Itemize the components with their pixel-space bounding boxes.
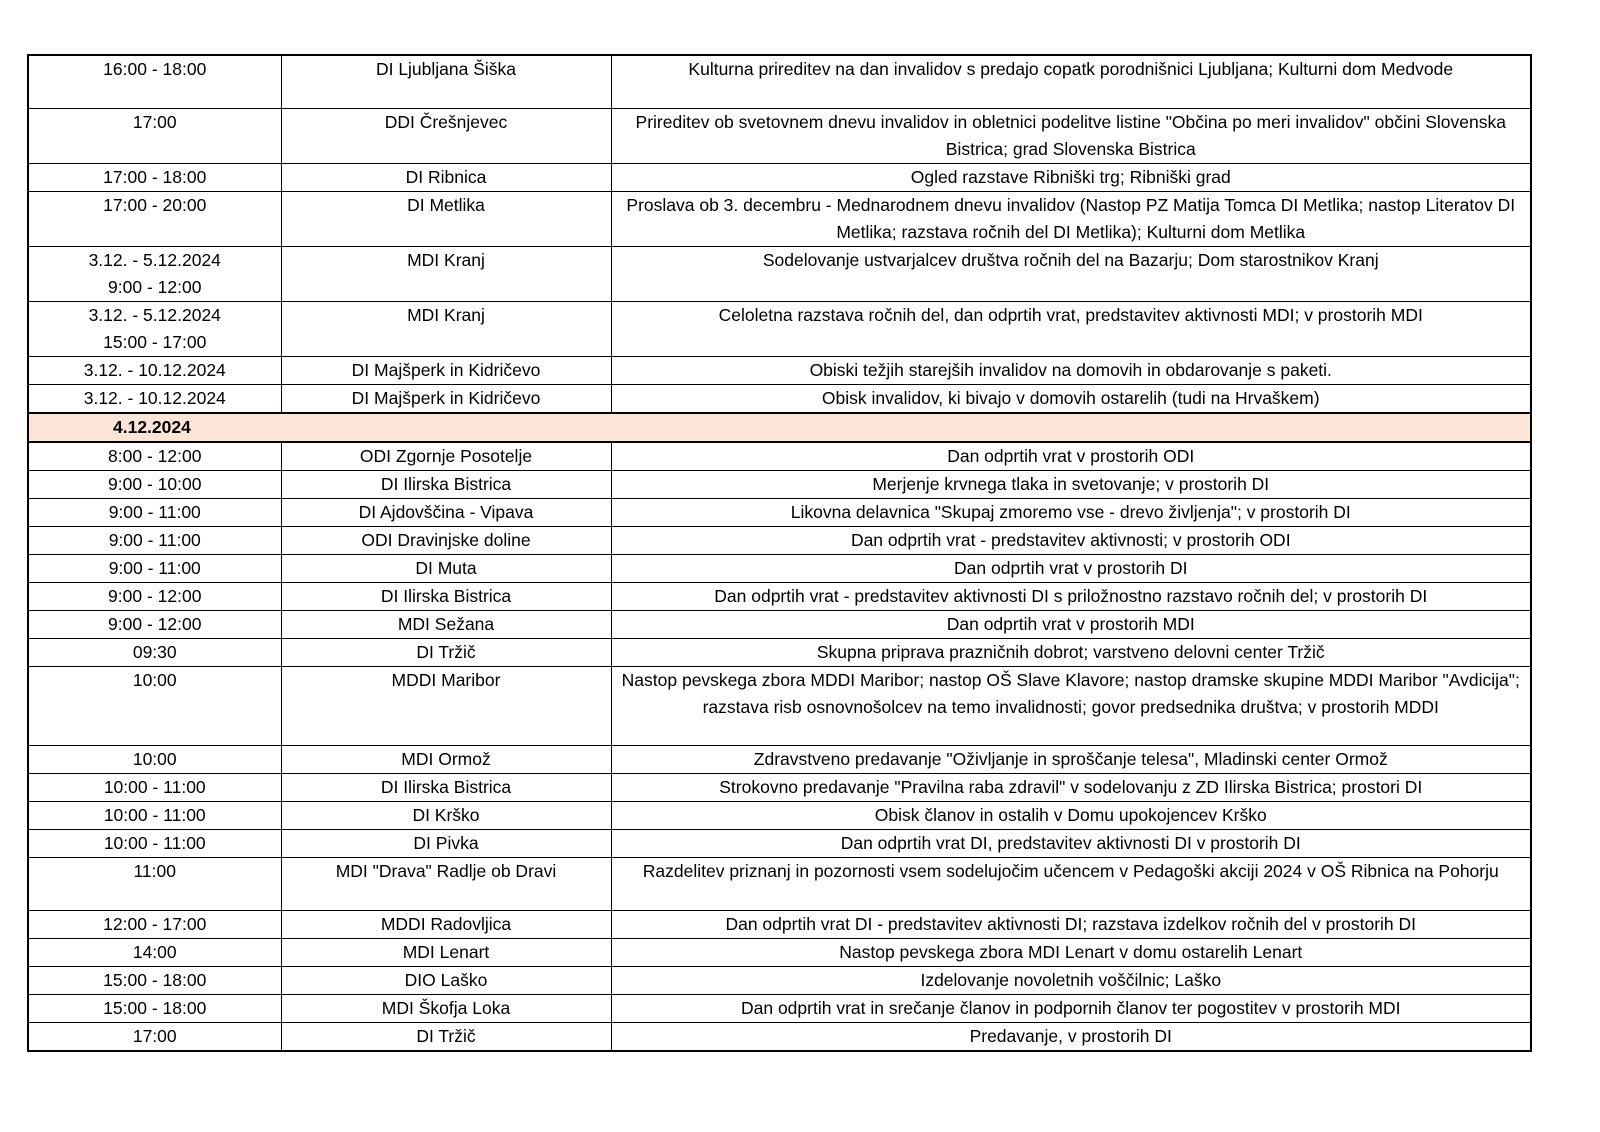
table-row: [28, 1023, 1531, 1052]
table-row: [28, 357, 1531, 385]
organization-cell: DIO Laško: [281, 967, 611, 995]
event-cell: Dan odprtih vrat v prostorih ODI: [611, 442, 1531, 471]
time-cell: 17:00: [28, 109, 281, 164]
time-cell: 9:00 - 12:00: [28, 611, 281, 639]
time-cell: 3.12. - 5.12.2024 15:00 - 17:00: [28, 302, 281, 357]
time-cell: 17:00 - 20:00: [28, 192, 281, 247]
event-cell: Likovna delavnica "Skupaj zmoremo vse - drevo življenja"; v prostorih DI: [611, 499, 1531, 527]
organization-cell: DDI Črešnjevec: [281, 109, 611, 164]
date-header-row: [28, 413, 1531, 442]
table-row: [28, 192, 1531, 247]
table-row: [28, 995, 1531, 1023]
organization-cell: DI Ilirska Bistrica: [281, 774, 611, 802]
event-cell: Skupna priprava prazničnih dobrot; varstveno delovni center Tržič: [611, 639, 1531, 667]
organization-cell: DI Muta: [281, 555, 611, 583]
time-cell: 9:00 - 11:00: [28, 527, 281, 555]
table-row: [28, 55, 1531, 109]
event-cell: Celoletna razstava ročnih del, dan odprtih vrat, predstavitev aktivnosti MDI; v prostorih MDI: [611, 302, 1531, 357]
organization-cell: MDI Kranj: [281, 302, 611, 357]
time-cell: 15:00 - 18:00: [28, 967, 281, 995]
schedule-table: [27, 54, 1532, 1052]
event-cell: Dan odprtih vrat - predstavitev aktivnosti DI s priložnostno razstavo ročnih del; v prostorih DI: [611, 583, 1531, 611]
time-cell: 14:00: [28, 939, 281, 967]
event-cell: Kulturna prireditev na dan invalidov s predajo copatk porodnišnici Ljubljana; Kulturni dom Medvode: [611, 55, 1531, 109]
organization-cell: MDI Lenart: [281, 939, 611, 967]
organization-cell: DI Ribnica: [281, 164, 611, 192]
table-row: [28, 385, 1531, 414]
event-cell: Predavanje, v prostorih DI: [611, 1023, 1531, 1052]
organization-cell: DI Metlika: [281, 192, 611, 247]
organization-cell: MDI Ormož: [281, 746, 611, 774]
organization-cell: MDI Kranj: [281, 247, 611, 302]
event-cell: Dan odprtih vrat v prostorih DI: [611, 555, 1531, 583]
time-cell: 10:00: [28, 746, 281, 774]
time-cell: 10:00: [28, 667, 281, 746]
table-row: [28, 302, 1531, 357]
table-row: [28, 858, 1531, 911]
event-cell: Razdelitev priznanj in pozornosti vsem sodelujočim učencem v Pedagoški akciji 2024 v OŠ Ribnica na Pohorju: [611, 858, 1531, 911]
table-row: [28, 939, 1531, 967]
time-cell: 8:00 - 12:00: [28, 442, 281, 471]
date-header: 4.12.2024: [28, 413, 1531, 442]
table-row: [28, 442, 1531, 471]
event-cell: Prireditev ob svetovnem dnevu invalidov in obletnici podelitve listine "Občina po meri invalidov" občini Slovenska Bistrica; grad Slovenska Bistrica: [611, 109, 1531, 164]
time-cell: 9:00 - 11:00: [28, 555, 281, 583]
event-cell: Obiski težjih starejših invalidov na domovih in obdarovanje s paketi.: [611, 357, 1531, 385]
event-cell: Izdelovanje novoletnih voščilnic; Laško: [611, 967, 1531, 995]
time-cell: 16:00 - 18:00: [28, 55, 281, 109]
organization-cell: DI Pivka: [281, 830, 611, 858]
event-cell: Obisk članov in ostalih v Domu upokojencev Krško: [611, 802, 1531, 830]
event-cell: Strokovno predavanje "Pravilna raba zdravil" v sodelovanju z ZD Ilirska Bistrica; prostori DI: [611, 774, 1531, 802]
organization-cell: DI Ljubljana Šiška: [281, 55, 611, 109]
table-row: [28, 667, 1531, 746]
event-cell: Dan odprtih vrat in srečanje članov in podpornih članov ter pogostitev v prostorih MDI: [611, 995, 1531, 1023]
organization-cell: ODI Zgornje Posotelje: [281, 442, 611, 471]
organization-cell: MDI Škofja Loka: [281, 995, 611, 1023]
event-cell: Dan odprtih vrat DI, predstavitev aktivnosti DI v prostorih DI: [611, 830, 1531, 858]
event-cell: Obisk invalidov, ki bivajo v domovih ostarelih (tudi na Hrvaškem): [611, 385, 1531, 414]
time-cell: 9:00 - 11:00: [28, 499, 281, 527]
table-row: [28, 247, 1531, 302]
table-row: [28, 109, 1531, 164]
table-row: [28, 830, 1531, 858]
organization-cell: MDI Sežana: [281, 611, 611, 639]
organization-cell: MDDI Radovljica: [281, 911, 611, 939]
time-cell: 10:00 - 11:00: [28, 830, 281, 858]
event-cell: Dan odprtih vrat v prostorih MDI: [611, 611, 1531, 639]
organization-cell: MDDI Maribor: [281, 667, 611, 746]
time-cell: 10:00 - 11:00: [28, 802, 281, 830]
organization-cell: DI Tržič: [281, 639, 611, 667]
organization-cell: DI Tržič: [281, 1023, 611, 1052]
organization-cell: DI Majšperk in Kidričevo: [281, 385, 611, 414]
time-cell: 10:00 - 11:00: [28, 774, 281, 802]
table-row: [28, 527, 1531, 555]
organization-cell: ODI Dravinjske doline: [281, 527, 611, 555]
event-cell: Nastop pevskega zbora MDDI Maribor; nastop OŠ Slave Klavore; nastop dramske skupine MDDI Maribor "Avdicija"; razstava risb osnovnošolcev na temo invalidnosti; govor predsednika društva; v prostorih MDDI: [611, 667, 1531, 746]
event-cell: Proslava ob 3. decembru - Mednarodnem dnevu invalidov (Nastop PZ Matija Tomca DI Metlika; nastop Literatov DI Metlika; razstava ročnih del DI Metlika); Kulturni dom Metlika: [611, 192, 1531, 247]
organization-cell: DI Ilirska Bistrica: [281, 471, 611, 499]
organization-cell: DI Krško: [281, 802, 611, 830]
time-cell: 12:00 - 17:00: [28, 911, 281, 939]
table-row: [28, 471, 1531, 499]
time-cell: 11:00: [28, 858, 281, 911]
event-cell: Dan odprtih vrat - predstavitev aktivnosti; v prostorih ODI: [611, 527, 1531, 555]
table-row: [28, 639, 1531, 667]
organization-cell: DI Ajdovščina - Vipava: [281, 499, 611, 527]
table-row: [28, 774, 1531, 802]
table-row: [28, 164, 1531, 192]
time-cell: 3.12. - 10.12.2024: [28, 385, 281, 414]
event-cell: Nastop pevskega zbora MDI Lenart v domu ostarelih Lenart: [611, 939, 1531, 967]
table-row: [28, 911, 1531, 939]
table-row: [28, 499, 1531, 527]
table-row: [28, 583, 1531, 611]
table-row: [28, 555, 1531, 583]
organization-cell: DI Ilirska Bistrica: [281, 583, 611, 611]
time-cell: 17:00: [28, 1023, 281, 1052]
time-cell: 3.12. - 10.12.2024: [28, 357, 281, 385]
time-cell: 3.12. - 5.12.2024 9:00 - 12:00: [28, 247, 281, 302]
event-cell: Merjenje krvnega tlaka in svetovanje; v prostorih DI: [611, 471, 1531, 499]
event-cell: Zdravstveno predavanje "Oživljanje in sproščanje telesa", Mladinski center Ormož: [611, 746, 1531, 774]
table-row: [28, 611, 1531, 639]
table-row: [28, 746, 1531, 774]
time-cell: 15:00 - 18:00: [28, 995, 281, 1023]
time-cell: 9:00 - 10:00: [28, 471, 281, 499]
event-cell: Sodelovanje ustvarjalcev društva ročnih del na Bazarju; Dom starostnikov Kranj: [611, 247, 1531, 302]
table-row: [28, 967, 1531, 995]
event-cell: Ogled razstave Ribniški trg; Ribniški grad: [611, 164, 1531, 192]
time-cell: 17:00 - 18:00: [28, 164, 281, 192]
time-cell: 09:30: [28, 639, 281, 667]
time-cell: 9:00 - 12:00: [28, 583, 281, 611]
organization-cell: DI Majšperk in Kidričevo: [281, 357, 611, 385]
organization-cell: MDI "Drava" Radlje ob Dravi: [281, 858, 611, 911]
event-cell: Dan odprtih vrat DI - predstavitev aktivnosti DI; razstava izdelkov ročnih del v prostorih DI: [611, 911, 1531, 939]
table-row: [28, 802, 1531, 830]
